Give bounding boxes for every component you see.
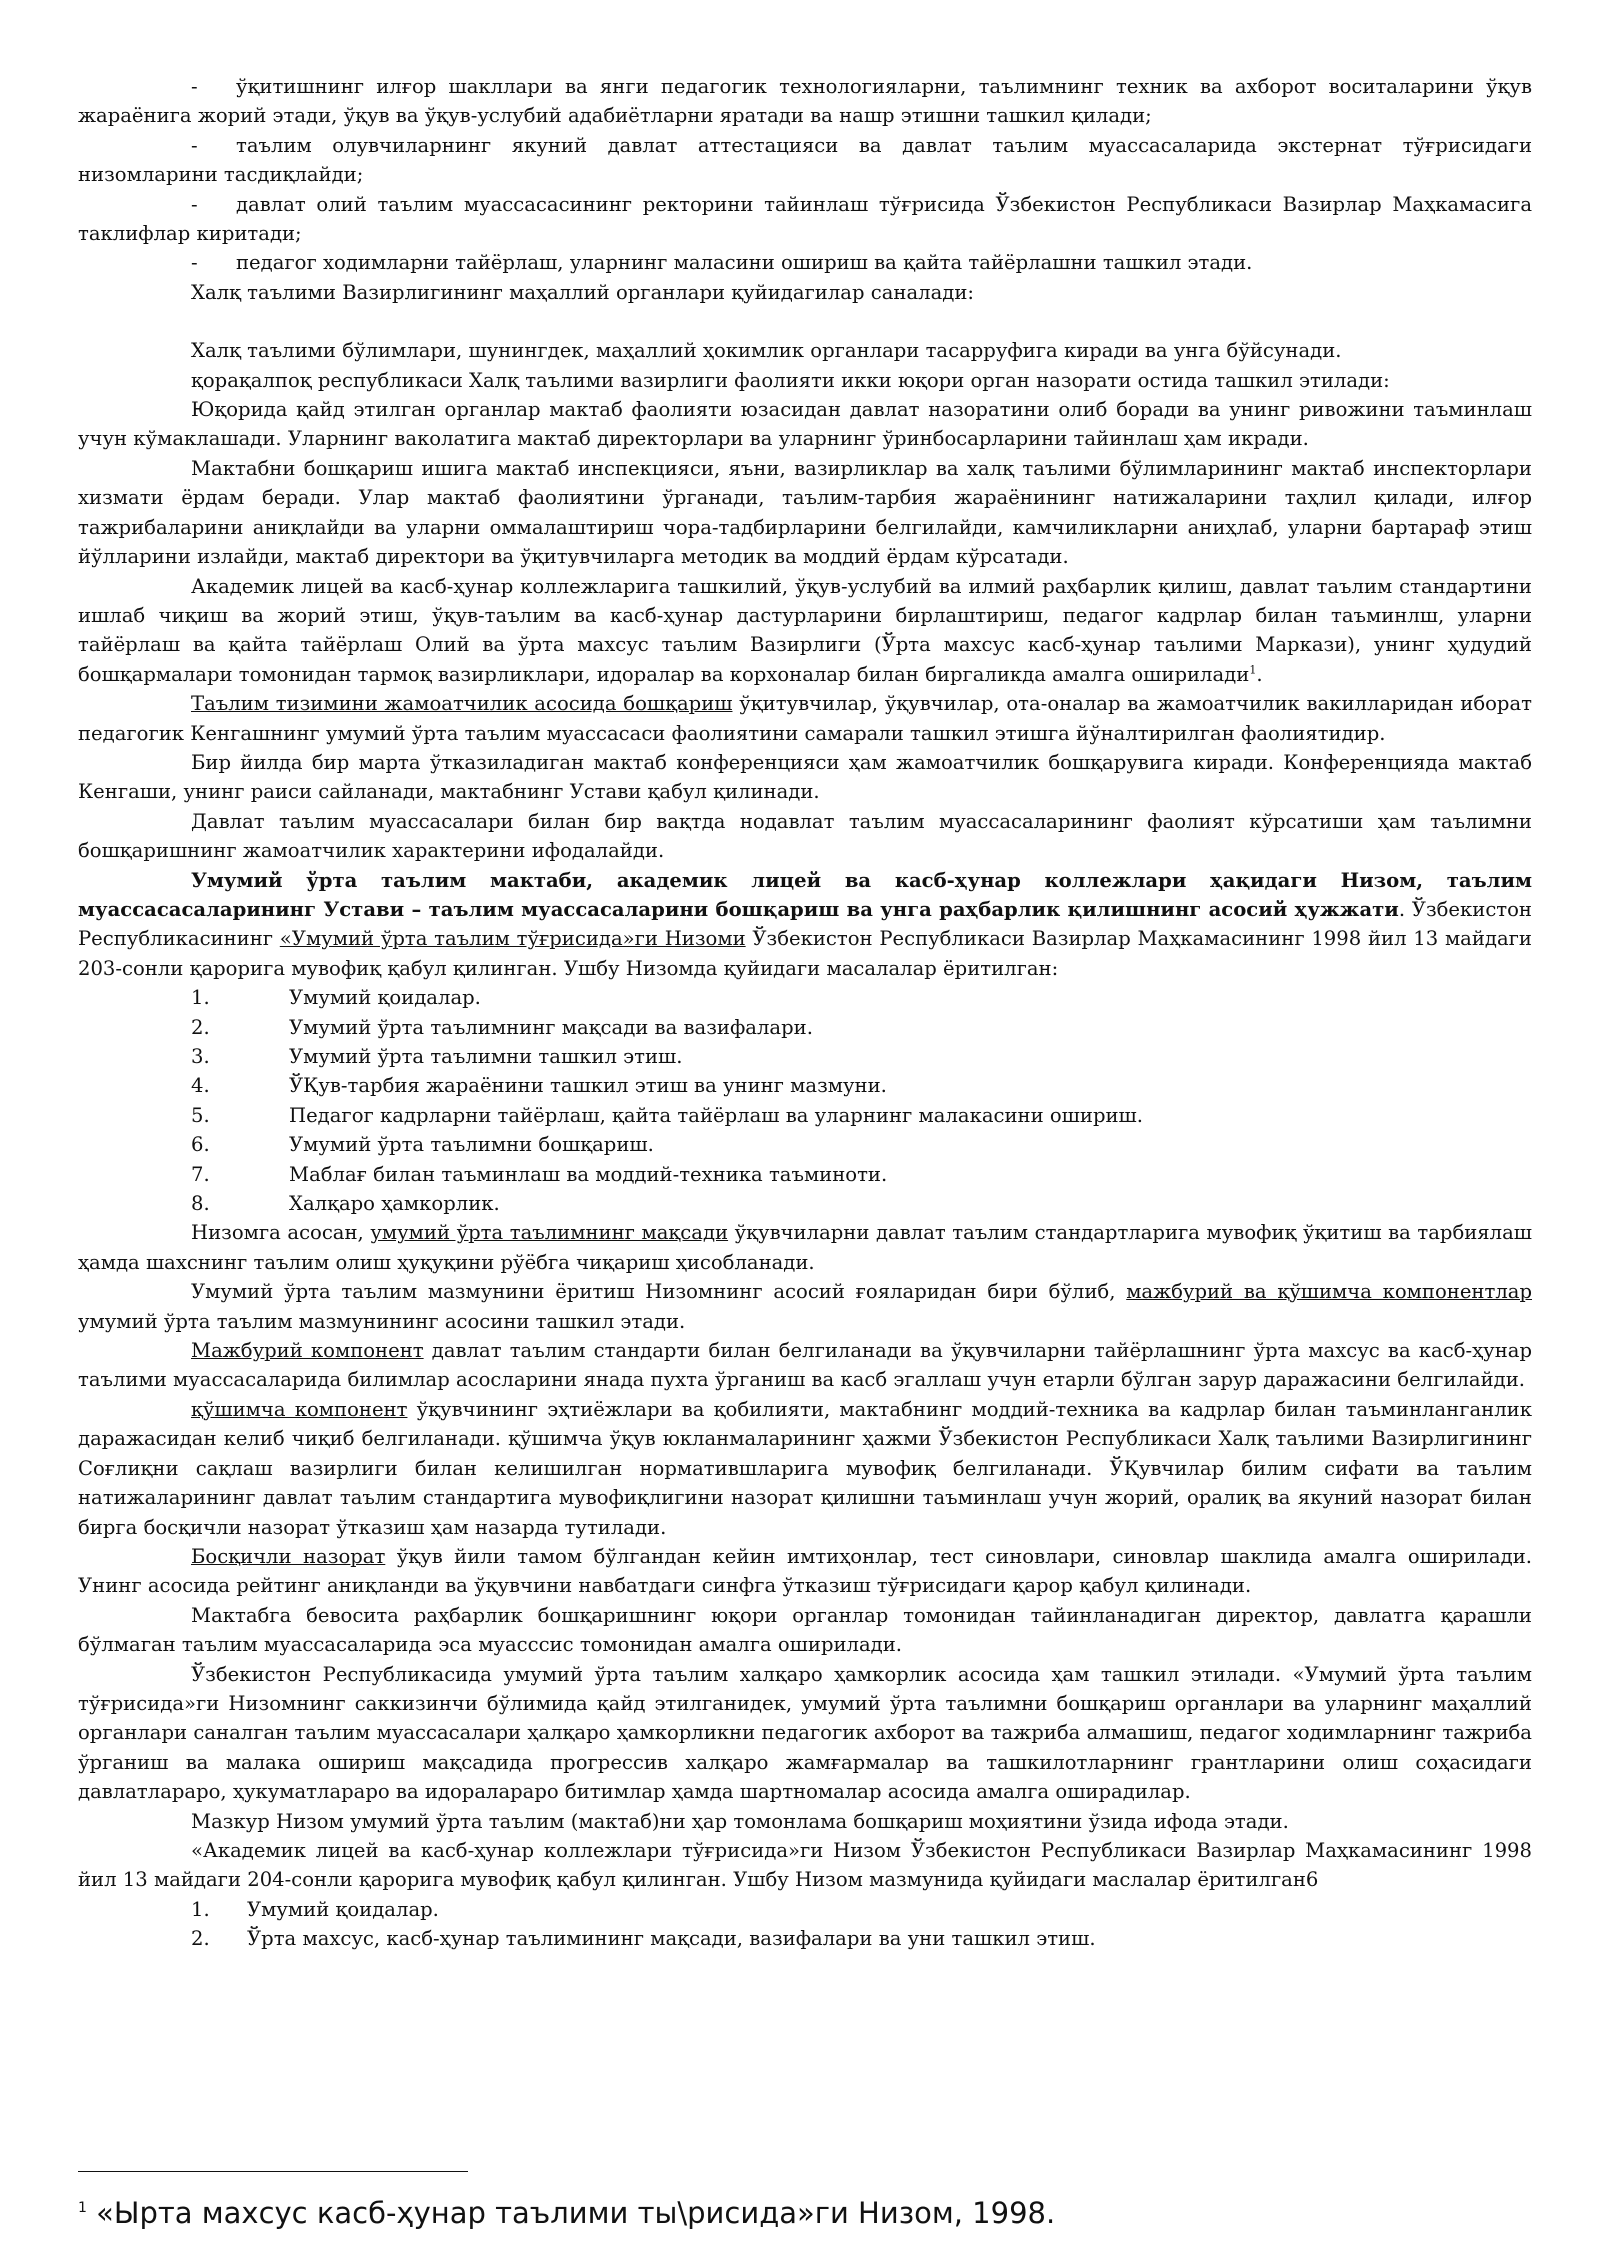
list-item: 2. Умумий ўрта таълимнинг мақсади ва вазифалари.	[191, 1015, 813, 1039]
paragraph-inspection: Мактабни бошқариш ишига мактаб инспекцияси, яъни, вазирликлар ва халқ таълими бўлимларининг мактаб инспекторлари хизмати ёрдам беради. Улар мактаб фаолиятини ўрганади, таълим-тарбия жараёнининг натижаларини таҳлил қилади, илғор тажрибаларини аниқлайди ва уларни оммалаштириш чора-тадбирларини белгилайди, камчиликларни аниҳлаб, уларни бартараф этиш йўлларини излайди, мактаб директори ва ўқитувчиларга методик ва моддий ёрдам кўрсатади.	[78, 456, 1532, 569]
paragraph-mandatory-component: Мажбурий компонент давлат таълим стандарти билан белгиланади ва ўқувчиларни тайёрлашнинг ўрта махсус ва касб-ҳунар таълими муассасаларида билимлар асосларини янада пухта ўрганиш ва касб эгаллаш учун етарли бўлган зарур даражасини белгилайди.	[78, 1339, 1532, 1392]
document-page	[78, 72, 1532, 1954]
paragraph-stage-control: Босқичли назорат ўқув йили тамом бўлгандан кейин имтиҳонлар, тест синовлари, синовлар шаклида амалга оширилади. Унинг асосида рейтинг аниқланди ва ўқувчини навбатдаги синфга ўтказиш тўғрисидаги қарор қабул қилинади.	[78, 1544, 1533, 1598]
dash-item: - таълим олувчиларнинг якуний давлат аттестацияси ва давлат таълим муассасаларида экстернат тўғрисидаги низомларини тасдиқлайди;	[78, 133, 1532, 187]
list-item: 5. Педагог кадрларни тайёрлаш, қайта тайёрлаш ва уларнинг малакасини ошириш.	[191, 1103, 1144, 1127]
dash-item: - педагог ходимларни тайёрлаш, уларнинг маласини ошириш ва қайта тайёрлашни ташкил этади.	[191, 251, 1253, 275]
dash-item: - давлат олий таълим муассасасининг ректорини тайинлаш тўғрисида Ўзбекистон Республикаси Вазирлар Маҳкамасига таклифлар киритади;	[78, 192, 1532, 246]
paragraph-nonstate: Давлат таълим муассасалари билан бир вақтда нодавлат таълим муассасаларининг фаолият кўрсатиши ҳам таълимни бошқаришнинг жамоатчилик характерини ифодалайди.	[78, 809, 1532, 863]
list-item: 4. ЎҚув-тарбия жараёнини ташкил этиш ва унинг мазмуни.	[191, 1074, 887, 1098]
paragraph-academic-lyceums: Академик лицей ва касб-ҳунар коллежларига ташкилий, ўқув-услубий ва илмий раҳбарлик қилиш, давлат таълим стандартини ишлаб чиқиш ва жорий этиш, ўқув-таълим ва касб-ҳунар дастурларини бирлаштириш, педагог кадрлар билан таъминлш, уларни тайёрлаш ва қайта тайёрлаш Олий ва ўрта махсус таълим Вазирлиги (Ўрта махсус касб-ҳунар таълими Маркази), унинг ҳудудий бошқармалари томонидан тармоқ вазирликлари, идоралар ва корхоналар билан биргаликда амалга оширилади$^1$.	[78, 574, 1532, 686]
paragraph-director: Мактабга бевосита раҳбарлик бошқаришнинг юқори органлар томонидан тайинланадиган директор, давлатга қарашли бўлмаган таълим муассасаларида эса муасссис томонидан амалга оширилади.	[78, 1603, 1532, 1657]
paragraph-public-management: Таълим тизимини жамоатчилик асосида бошқариш ўқитувчилар, ўқувчилар, ота-оналар ва жамоатчилик вакилларидан иборат педагогик Кенгашнинг умумий ўрта таълим муассасаси фаолиятини самарали ташкил этишга йўналтирилган фаолиятидир.	[78, 692, 1532, 745]
footnote-reference[interactable]: 1	[1249, 663, 1257, 677]
footnote-divider	[78, 2171, 468, 2172]
list-item: 6. Умумий ўрта таълимни бошқариш.	[191, 1133, 654, 1157]
paragraph-local-organs: Халқ таълими Вазирлигининг маҳаллий органлари қуйидагилар саналади:	[191, 280, 975, 304]
paragraph-karakalpak: қорақалпоқ республикаси Халқ таълими вазирлиги фаолияти икки юқори орган назорати остида ташкил этилади:	[191, 368, 1390, 392]
footnote	[78, 2195, 1532, 2231]
paragraph-additional-component: қўшимча компонент ўқувчининг эҳтиёжлари ва қобилияти, мактабнинг моддий-техника ва кадрлар билан таъминланганлик даражасидан келиб чиқиб белгиланади. қўшимча ўқув юкланмаларининг ҳажми Ўзбекистон Республикаси Халқ таълими Вазирлигининг Соғлиқни сақлаш вазирлиги билан келишилган норматившларига мувофиқ белгиланади. ЎҚувчилар билим сифати ва таълим натижаларининг давлат таълим стандартига мувофиқлигини назорат қилишни таъминлаш учун жорий, оралиқ ва якуний назорат билан бирга босқичли назорат ўтказиш ҳам назарда тутилади.	[78, 1397, 1532, 1539]
lyceum-topics-list	[78, 1895, 1532, 1954]
list-item: 1. Умумий қоидалар.	[191, 986, 481, 1010]
list-item: 1. Умумий қоидалар.	[191, 1897, 439, 1921]
blank-line	[78, 307, 1532, 336]
paragraph-international: Ўзбекистон Республикасида умумий ўрта таълим халқаро ҳамкорлик асосида ҳам ташкил этилади. «Умумий ўрта таълим тўғрисида»ги Низомнинг саккизинчи бўлимида қайд этилганидек, умумий ўрта таълимни бошқариш органлари ва уларнинг маҳаллий органлари саналган таълим муассасалари ҳалқаро ҳамкорликни педагогик ахборот ва тажриба алмашиш, педагог ходимларнинг тажриба ўрганиш ва малака ошириш мақсадида прогрессив халқаро жамғармалар ва ташкилотларнинг грантларини олиш соҳасидаги давлатлараро, ҳукуматлараро ва идоралараро битимлар ҳамда шартномалар асосида амалга оширадилар.	[78, 1662, 1532, 1804]
list-item: 7. Маблағ билан таъминлаш ва моддий-техника таъминоти.	[191, 1162, 888, 1186]
footnote-text: «Ырта махсус касб-ҳунар таълими ты\рисида»ги Низом, 1998.	[96, 2196, 1056, 2230]
list-item: 3. Умумий ўрта таълимни ташкил этиш.	[191, 1045, 683, 1068]
list-item: 2. Ўрта махсус, касб-ҳунар таълимининг мақсади, вазифалари ва уни ташкил этиш.	[191, 1927, 1096, 1951]
paragraph-reflects: Мазкур Низом умумий ўрта таълим (мактаб)ни ҳар томонлама бошқариш моҳиятини ўзида ифода этади.	[191, 1809, 1289, 1833]
paragraph-statute: Умумий ўрта таълим мактаби, академик лицей ва касб-ҳунар коллежлари ҳақидаги Низом, таълим муассасасаларининг Устави – таълим муассасаларини бошқариш ва унга раҳбарлик қилишнинг асосий ҳужжати. Ўзбекистон Республикасининг «Умумий ўрта таълим тўғрисида»ги Низоми Ўзбекистон Республикаси Вазирлар Маҳкамасининг 1998 йил 13 майдаги 203-сонли қарорига мувофиқ қабул қилинган. Ушбу Низомда қуйидаги масалалар ёритилган:	[78, 868, 1532, 980]
paragraph-lyceum-statute: «Академик лицей ва касб-ҳунар коллежлари тўғрисида»ги Низом Ўзбекистон Республикаси Вазирлар Маҳкамасининг 1998 йил 13 майдаги 204-сонли қарорига мувофиқ қабул қилинган. Ушбу Низом мазмунида қуйидаги маслалар ёритилган6	[78, 1838, 1532, 1892]
paragraph-upper-bodies: Юқорида қайд этилган органлар мактаб фаолияти юзасидан давлат назоратини олиб боради ва унинг ривожини таъминлаш учун кўмаклашади. Уларнинг ваколатига мактаб директорлари ва уларнинг ўринбосарларини тайинлаш ҳам икради.	[78, 398, 1532, 451]
dash-item: - ўқитишнинг илғор шакллари ва янги педагогик технологияларни, таълимнинг техник ва ахборот воситаларини ўқув жараёнига жорий этади, ўқув ва ўқув-услубий адабиётларни яратади ва нашр этишни ташкил қилади;	[78, 75, 1532, 128]
paragraph-content: Умумий ўрта таълим мазмунини ёритиш Низомнинг асосий ғояларидан бири бўлиб, мажбурий ва қўшимча компонентлар умумий ўрта таълим мазмунининг асосини ташкил этади.	[78, 1280, 1533, 1333]
list-item: 8. Халқаро ҳамкорлик.	[191, 1192, 500, 1216]
paragraph-conference: Бир йилда бир марта ўтказиладиган мактаб конференцияси ҳам жамоатчилик бошқарувига киради. Конференцияда мактаб Кенгаши, унинг раиси сайланади, мактабнинг Устави қабул қилинади.	[78, 750, 1532, 804]
paragraph-local-subordination: Халқ таълими бўлимлари, шунингдек, маҳаллий ҳокимлик органлари тасарруфига киради ва унга бўйсунади.	[191, 339, 1342, 363]
paragraph-goal: Низомга асосан, умумий ўрта таълимнинг мақсади ўқувчиларни давлат таълим стандартларига мувофиқ ўқитиш ва тарбиялаш ҳамда шахснинг таълим олиш ҳуқуқини рўёбга чиқариш ҳисобланади.	[78, 1221, 1533, 1274]
statute-topics-list	[78, 983, 1532, 1218]
footnote-number: 1	[78, 2200, 87, 2216]
